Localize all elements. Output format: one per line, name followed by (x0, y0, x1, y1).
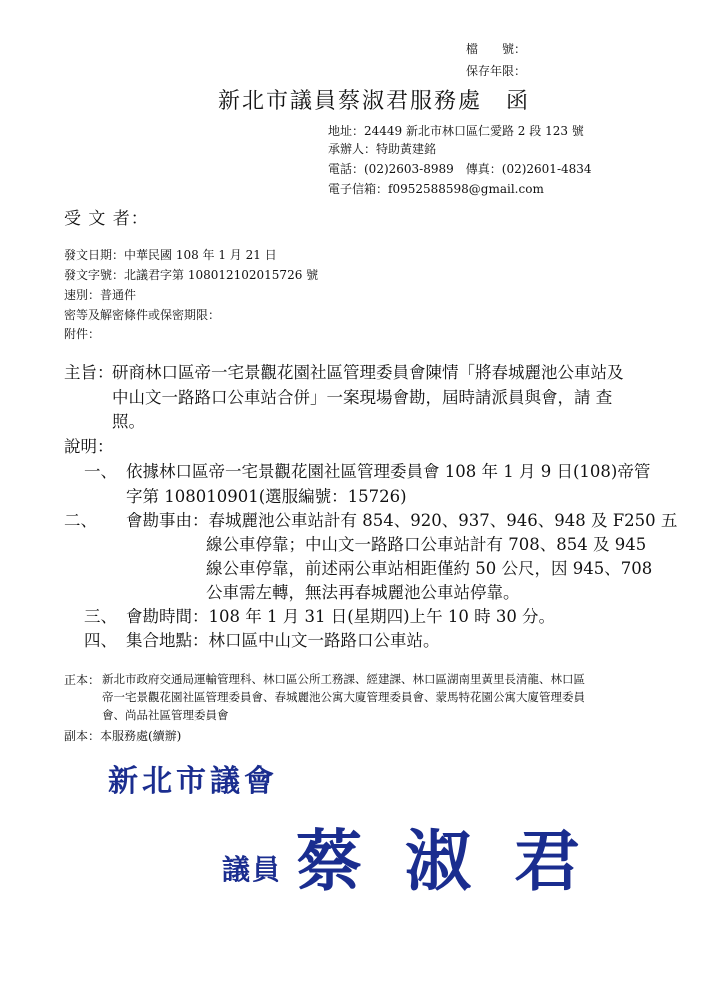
contact-handler: 承辦人：特助黃建銘 (328, 142, 437, 156)
delivery-speed: 速別：普通件 (64, 288, 137, 302)
item-line: 公車需左轉，無法再春城麗池公車站停靠。 (206, 583, 520, 602)
contact-phone-fax: 電話：(02)2603-8989 傳真：(02)2601-4834 (328, 162, 592, 176)
item-line: 會勘事由：春城麗池公車站計有 854、920、937、946、948 及 F250 五 (126, 511, 678, 530)
item-number: 四、 (84, 631, 117, 650)
item-line: 依據林口區帝一宅景觀花園社區管理委員會 108 年 1 月 9 日(108)帝管 (126, 462, 651, 481)
item-number: 一、 (84, 462, 117, 481)
original-copy-line: 帝一宅景觀花園社區管理委員會、春城麗池公寓大廈管理委員會、蒙馬特花園公寓大廈管理委員 (102, 690, 585, 704)
original-copy-line: 會、尚品社區管理委員會 (102, 708, 229, 722)
council-stamp: 新北市議會 (108, 764, 278, 799)
attachment-label: 附件： (64, 327, 101, 341)
secrecy-level: 密等及解密條件或保密期限： (64, 308, 221, 322)
file-number-label: 檔 號： (466, 42, 527, 56)
contact-address: 地址：24449 新北市林口區仁愛路 2 段 123 號 (328, 124, 584, 138)
councilor-title-stamp: 議員 (222, 853, 283, 886)
item-line: 線公車停靠；中山文一路路口公車站計有 708、854 及 945 (206, 535, 647, 554)
councilor-name-stamp: 蔡 淑 君 (296, 823, 590, 900)
subject-line: 照。 (112, 412, 145, 431)
issue-date: 發文日期：中華民國 108 年 1 月 21 日 (64, 248, 277, 262)
document-number: 發文字號：北議君字第 108012102015726 號 (64, 268, 319, 282)
explanation-label: 說明： (64, 437, 114, 456)
original-copy-line: 新北市政府交通局運輸管理科、林口區公所工務課、經建課、林口區湖南里黃里長清龍、林口區 (102, 672, 585, 686)
duplicate-copy: 副本：本服務處(續辦) (64, 729, 182, 743)
retention-period-label: 保存年限： (466, 64, 527, 78)
item-line: 字第 108010901(選服編號：15726) (126, 487, 407, 506)
item-number: 二、 (64, 511, 97, 530)
item-number: 三、 (84, 607, 117, 626)
subject-line: 中山文一路路口公車站合併」一案現場會勘，屆時請派員與會，請 查 (112, 388, 613, 407)
contact-email: 電子信箱：f0952588598@gmail.com (328, 182, 544, 196)
document-title: 新北市議員蔡淑君服務處 函 (218, 89, 531, 114)
item-line: 線公車停靠，前述兩公車站相距僅約 50 公尺，因 945、708 (206, 559, 653, 578)
item-line: 會勘時間：108 年 1 月 31 日(星期四)上午 10 時 30 分。 (126, 607, 556, 626)
subject-line: 研商林口區帝一宅景觀花園社區管理委員會陳情「將春城麗池公車站及 (112, 363, 624, 382)
item-line: 集合地點：林口區中山文一路路口公車站。 (126, 631, 440, 650)
recipient-label: 受 文 者： (64, 209, 149, 229)
subject-label: 主旨： (64, 363, 114, 382)
original-copy-label: 正本： (64, 673, 101, 687)
